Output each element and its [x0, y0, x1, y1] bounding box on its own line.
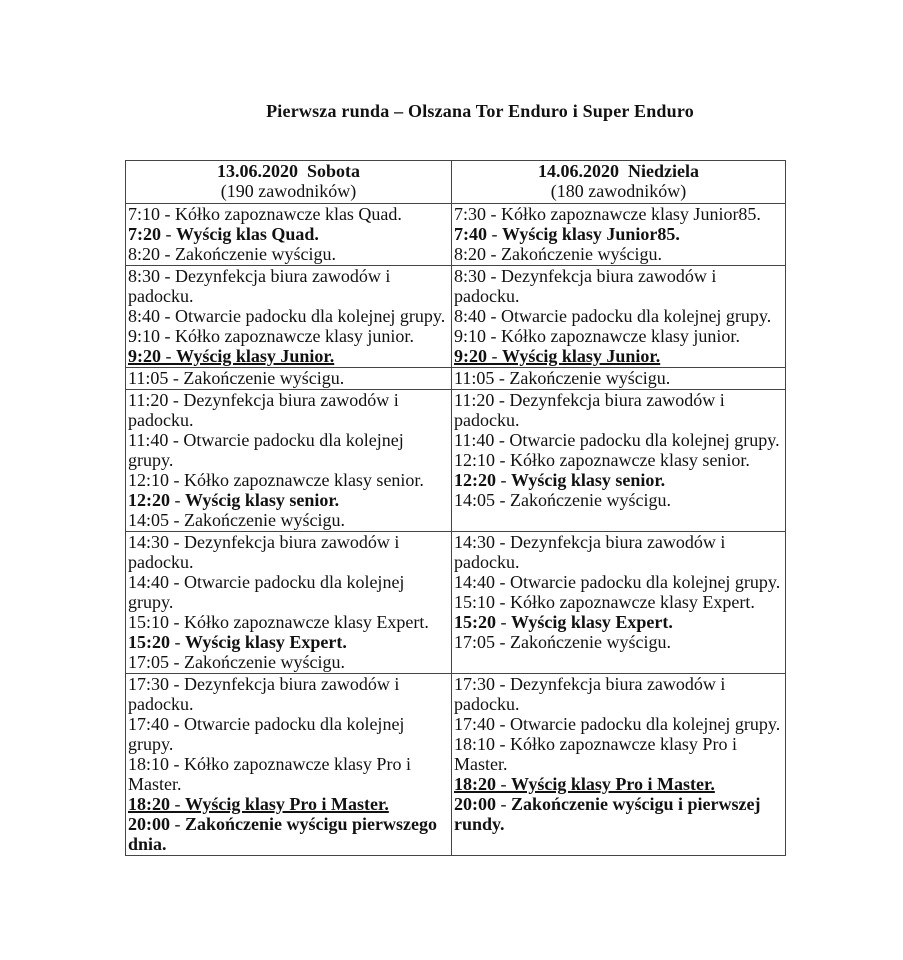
entry-time: 17:30: [454, 674, 496, 694]
column-header-sunday: [452, 161, 786, 204]
entry-time: 11:40: [128, 430, 169, 450]
entry-time: 7:40: [454, 224, 487, 244]
entry-text: Wyścig klasy Expert.: [185, 632, 347, 652]
entry-time: 7:30: [454, 204, 487, 224]
entry-text: Kółko zapoznawcze klasy Expert.: [510, 592, 755, 612]
schedule-entry: [128, 572, 450, 612]
entry-text: Wyścig klasy Junior.: [502, 346, 661, 366]
entry-time: 12:10: [128, 470, 170, 490]
entry-separator: -: [495, 674, 511, 694]
entry-separator: -: [169, 510, 185, 530]
entry-text: Kółko zapoznawcze klasy Junior85.: [501, 204, 761, 224]
entry-text: Dezynfekcja biura zawodów i padocku.: [454, 674, 726, 714]
schedule-cell-saturday: [126, 204, 452, 266]
entry-time: 17:05: [128, 652, 170, 672]
entry-time: 14:30: [128, 532, 170, 552]
entry-separator: -: [160, 326, 176, 346]
schedule-entry: [454, 470, 784, 490]
schedule-row: [126, 368, 786, 390]
entry-text: Kółko zapoznawcze klasy junior.: [501, 326, 740, 346]
schedule-entry: [128, 390, 450, 430]
schedule-row: [126, 266, 786, 368]
entry-time: 18:10: [454, 734, 496, 754]
entry-time: 12:20: [128, 490, 170, 510]
entry-time: 11:05: [454, 368, 495, 388]
entry-separator: -: [168, 430, 184, 450]
entry-time: 14:40: [454, 572, 496, 592]
entry-text: Otwarcie padocku dla kolejnej grupy.: [128, 572, 405, 612]
schedule-cell-saturday: [126, 266, 452, 368]
entry-separator: -: [494, 390, 510, 410]
schedule-entry: [128, 714, 450, 754]
entry-separator: -: [486, 204, 502, 224]
entry-separator: -: [170, 632, 185, 652]
entry-text: Zakończenie wyścigu.: [510, 490, 671, 510]
schedule-entry: [454, 490, 784, 510]
schedule-entry: [128, 612, 450, 632]
entry-separator: -: [169, 714, 185, 734]
entry-time: 18:20: [128, 794, 170, 814]
schedule-entry: [454, 450, 784, 470]
entry-text: Dezynfekcja biura zawodów i padocku.: [454, 532, 726, 572]
entry-separator: -: [495, 490, 511, 510]
entry-separator: -: [160, 266, 176, 286]
table-header-row: [126, 161, 786, 204]
schedule-row: [126, 390, 786, 532]
entry-time: 9:10: [454, 326, 487, 346]
schedule-cell-saturday: [126, 390, 452, 532]
entry-separator: -: [169, 532, 185, 552]
entry-separator: -: [486, 266, 502, 286]
schedule-entry: [454, 390, 784, 430]
schedule-row: [126, 204, 786, 266]
schedule-entry: [128, 266, 450, 306]
schedule-cell-saturday: [126, 368, 452, 390]
schedule-cell-sunday: [452, 390, 786, 532]
entry-text: Wyścig klasy Expert.: [511, 612, 673, 632]
entry-text: Otwarcie padocku dla kolejnej grupy.: [501, 306, 772, 326]
schedule-entry: [128, 532, 450, 572]
schedule-entry: [454, 368, 784, 388]
schedule-entry: [454, 204, 784, 224]
entry-time: 18:10: [128, 754, 170, 774]
entry-time: 9:20: [454, 346, 487, 366]
schedule-entry: [454, 306, 784, 326]
entry-time: 14:40: [128, 572, 170, 592]
schedule-entry: [454, 592, 784, 612]
entry-time: 7:20: [128, 224, 161, 244]
entry-time: 8:20: [128, 244, 161, 264]
entry-separator: -: [169, 754, 185, 774]
entry-time: 12:10: [454, 450, 496, 470]
entry-text: Wyścig klasy Pro i Master.: [185, 794, 389, 814]
schedule-table: [125, 160, 786, 856]
schedule-entry: [128, 306, 450, 326]
entry-separator: -: [496, 470, 511, 490]
entry-time: 8:20: [454, 244, 487, 264]
entry-text: Otwarcie padocku dla kolejnej grupy.: [510, 714, 781, 734]
schedule-entry: [454, 532, 784, 572]
schedule-cell-sunday: [452, 532, 786, 674]
entry-separator: -: [170, 490, 185, 510]
entry-text: Otwarcie padocku dla kolejnej grupy.: [128, 430, 404, 470]
entry-text: Zakończenie wyścigu.: [175, 244, 336, 264]
entry-time: 18:20: [454, 774, 496, 794]
schedule-entry: [454, 346, 784, 366]
entry-separator: -: [486, 244, 502, 264]
entry-separator: -: [169, 470, 185, 490]
schedule-entry: [128, 204, 450, 224]
entry-separator: -: [161, 224, 176, 244]
entry-text: Zakończenie wyścigu pierwszego dnia.: [128, 814, 437, 854]
schedule-entry: [128, 632, 450, 652]
schedule-entry: [454, 224, 784, 244]
entry-text: Zakończenie wyścigu.: [184, 652, 345, 672]
entry-text: Dezynfekcja biura zawodów i padocku.: [128, 674, 400, 714]
entry-time: 11:05: [128, 368, 169, 388]
entry-separator: -: [486, 306, 502, 326]
entry-time: 12:20: [454, 470, 496, 490]
entry-separator: -: [487, 346, 502, 366]
entry-text: Kółko zapoznawcze klasy Pro i Master.: [454, 734, 737, 774]
entry-separator: -: [496, 774, 511, 794]
schedule-entry: [128, 490, 450, 510]
schedule-cell-sunday: [452, 204, 786, 266]
schedule-entry: [454, 774, 784, 794]
schedule-entry: [128, 470, 450, 490]
column-header-saturday: [126, 161, 452, 204]
competitor-count-saturday: (190 zawodników): [220, 180, 357, 201]
schedule-entry: [454, 430, 784, 450]
schedule-entry: [454, 794, 784, 834]
competitor-count-sunday: (180 zawodników): [550, 180, 687, 201]
schedule-row: [126, 532, 786, 674]
entry-text: Zakończenie wyścigu.: [501, 244, 662, 264]
entry-text: Kółko zapoznawcze klasy Pro i Master.: [128, 754, 411, 794]
schedule-entry: [128, 674, 450, 714]
entry-separator: -: [495, 532, 511, 552]
entry-separator: -: [160, 306, 176, 326]
entry-separator: -: [168, 368, 184, 388]
entry-text: Wyścig klasy senior.: [511, 470, 666, 490]
entry-separator: -: [160, 204, 176, 224]
schedule-entry: [454, 734, 784, 774]
schedule-entry: [128, 346, 450, 366]
entry-separator: -: [168, 390, 184, 410]
entry-text: Kółko zapoznawcze klas Quad.: [175, 204, 402, 224]
entry-separator: -: [495, 632, 511, 652]
entry-separator: -: [495, 734, 511, 754]
entry-text: Dezynfekcja biura zawodów i padocku.: [454, 390, 725, 430]
entry-text: Otwarcie padocku dla kolejnej grupy.: [175, 306, 446, 326]
entry-time: 15:20: [454, 612, 496, 632]
entry-separator: -: [169, 612, 185, 632]
date-saturday: 13.06.2020 Sobota: [216, 161, 360, 181]
entry-time: 11:20: [128, 390, 169, 410]
entry-text: Wyścig klasy Pro i Master.: [511, 774, 715, 794]
schedule-entry: [128, 754, 450, 794]
entry-text: Dezynfekcja biura zawodów i padocku.: [128, 266, 391, 306]
entry-text: Zakończenie wyścigu.: [183, 368, 345, 388]
entry-time: 9:10: [128, 326, 161, 346]
schedule-cell-sunday: [452, 674, 786, 856]
entry-text: Kółko zapoznawcze klasy senior.: [184, 470, 424, 490]
entry-separator: -: [170, 794, 185, 814]
entry-separator: -: [169, 572, 185, 592]
entry-text: Otwarcie padocku dla kolejnej grupy.: [128, 714, 405, 754]
schedule-entry: [128, 244, 450, 264]
entry-time: 14:30: [454, 532, 496, 552]
schedule-entry: [128, 224, 450, 244]
schedule-cell-sunday: [452, 368, 786, 390]
schedule-entry: [128, 326, 450, 346]
entry-text: Wyścig klas Quad.: [176, 224, 319, 244]
schedule-entry: [454, 326, 784, 346]
entry-time: 8:30: [128, 266, 161, 286]
schedule-entry: [454, 612, 784, 632]
entry-time: 8:40: [128, 306, 161, 326]
entry-time: 11:40: [454, 430, 495, 450]
entry-text: Zakończenie wyścigu.: [510, 632, 671, 652]
entry-time: 15:10: [454, 592, 496, 612]
entry-time: 15:10: [128, 612, 170, 632]
entry-time: 7:10: [128, 204, 161, 224]
entry-text: Kółko zapoznawcze klasy junior.: [175, 326, 414, 346]
entry-time: 15:20: [128, 632, 170, 652]
entry-time: 17:40: [454, 714, 496, 734]
schedule-entry: [128, 652, 450, 672]
entry-time: 17:05: [454, 632, 496, 652]
entry-separator: -: [161, 346, 176, 366]
entry-separator: -: [486, 326, 502, 346]
entry-separator: -: [494, 430, 510, 450]
schedule-entry: [128, 814, 450, 854]
entry-separator: -: [169, 652, 185, 672]
schedule-cell-saturday: [126, 532, 452, 674]
entry-separator: -: [170, 814, 185, 834]
page-title: Pierwsza runda – Olszana Tor Enduro i Super Enduro: [266, 101, 694, 121]
entry-text: Otwarcie padocku dla kolejnej grupy.: [509, 430, 780, 450]
entry-text: Wyścig klasy Junior.: [176, 346, 335, 366]
schedule-entry: [454, 714, 784, 734]
entry-time: 14:05: [128, 510, 170, 530]
entry-separator: -: [494, 368, 510, 388]
entry-time: 20:00: [454, 794, 496, 814]
date-sunday: 14.06.2020 Niedziela: [538, 161, 699, 181]
entry-separator: -: [496, 612, 511, 632]
schedule-cell-saturday: [126, 674, 452, 856]
entry-time: 14:05: [454, 490, 496, 510]
entry-time: 8:30: [454, 266, 487, 286]
entry-separator: -: [496, 794, 511, 814]
entry-separator: -: [495, 592, 511, 612]
entry-time: 11:20: [454, 390, 495, 410]
schedule-cell-sunday: [452, 266, 786, 368]
entry-text: Zakończenie wyścigu i pierwszej rundy.: [454, 794, 761, 834]
schedule-entry: [128, 794, 450, 814]
entry-time: 9:20: [128, 346, 161, 366]
entry-text: Dezynfekcja biura zawodów i padocku.: [128, 390, 399, 430]
entry-time: 8:40: [454, 306, 487, 326]
schedule-entry: [128, 430, 450, 470]
entry-separator: -: [169, 674, 185, 694]
schedule-entry: [454, 266, 784, 306]
entry-text: Wyścig klasy senior.: [185, 490, 340, 510]
entry-separator: -: [487, 224, 502, 244]
entry-separator: -: [160, 244, 176, 264]
schedule-entry: [454, 632, 784, 652]
entry-text: Zakończenie wyścigu.: [184, 510, 345, 530]
schedule-table-body: [126, 204, 786, 856]
schedule-entry: [128, 368, 450, 388]
entry-separator: -: [495, 714, 511, 734]
entry-text: Zakończenie wyścigu.: [509, 368, 671, 388]
schedule-entry: [128, 510, 450, 530]
entry-text: Otwarcie padocku dla kolejnej grupy.: [510, 572, 781, 592]
entry-time: 17:30: [128, 674, 170, 694]
schedule-entry: [454, 244, 784, 264]
schedule-entry: [454, 572, 784, 592]
entry-text: Dezynfekcja biura zawodów i padocku.: [454, 266, 717, 306]
entry-separator: -: [495, 450, 511, 470]
entry-text: Kółko zapoznawcze klasy Expert.: [184, 612, 429, 632]
entry-text: Kółko zapoznawcze klasy senior.: [510, 450, 750, 470]
entry-separator: -: [495, 572, 511, 592]
entry-time: 20:00: [128, 814, 170, 834]
entry-text: Dezynfekcja biura zawodów i padocku.: [128, 532, 400, 572]
schedule-entry: [454, 674, 784, 714]
entry-time: 17:40: [128, 714, 170, 734]
schedule-row: [126, 674, 786, 856]
entry-text: Wyścig klasy Junior85.: [502, 224, 680, 244]
